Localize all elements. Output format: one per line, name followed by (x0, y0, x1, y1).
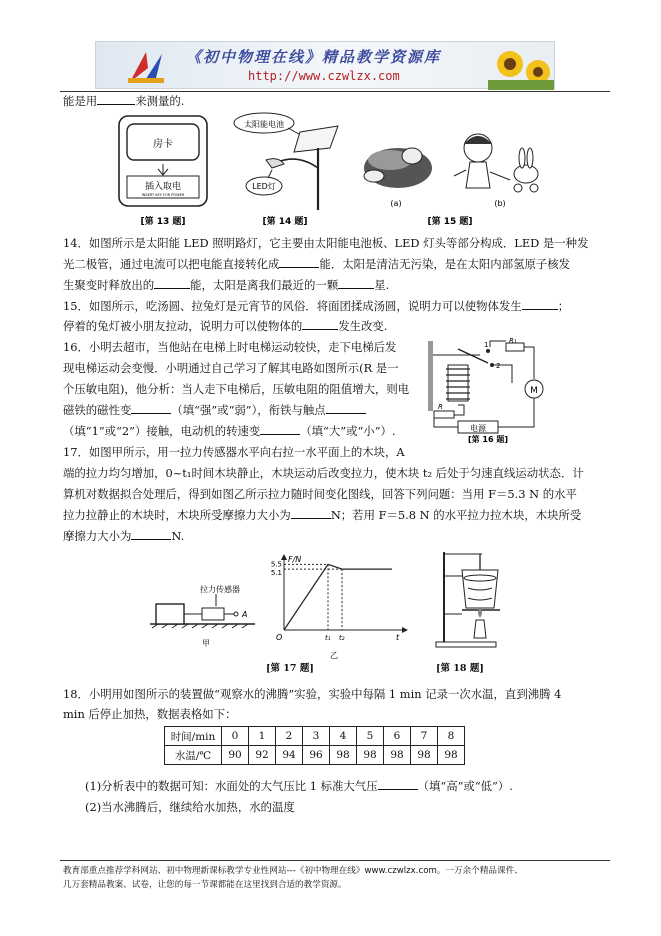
table-cell: 8 (438, 727, 465, 746)
sunflower-icon (488, 44, 554, 90)
table-row (165, 727, 465, 746)
q14-line-3: 生聚变时释放出的 能，太阳是离我们最近的一颗 星. (63, 278, 390, 292)
q17-line-3: 算机对数据拟合处理后，得到如图乙所示拉力随时间变化图线，回答下列问题：当用 F＝5.3 N 的水平 (63, 487, 577, 501)
q14-line-2: 光二极管，通过电流可以把电能直接转化成 能．太阳是清洁无污染，是在太阳内部氢原子核发 (63, 257, 571, 271)
table-cell: 2 (276, 727, 303, 746)
table-cell: 4 (330, 727, 357, 746)
origin-label: O (276, 633, 283, 642)
label-a: (a) (390, 199, 402, 208)
table-cell: 7 (411, 727, 438, 746)
footer-rule (60, 860, 610, 861)
contact-2-label: 2 (496, 362, 501, 370)
logo-icon (126, 48, 166, 86)
source-label: 电源 (470, 424, 486, 433)
q14-line-1: 14．如图所示是太阳能 LED 照明路灯，它主要由太阳能电池板、LED 灯头等部分构成．LED 是一种发 (63, 236, 589, 250)
slot-label: 插入取电 (144, 182, 182, 192)
r1-label: R₁ (509, 337, 517, 345)
slot-en-label: INSERT KEY FOR POWER (141, 193, 185, 197)
table-header-time: 时间/min (165, 727, 222, 746)
q16-line-2: 现电梯运动会变慢．小明通过自己学习了解其电路如图所示(R 是一 (63, 361, 399, 375)
q15-line-2: 停着的兔灯被小朋友拉动，说明力可以使物体的 发生改变. (63, 319, 388, 333)
figure-15 (350, 110, 550, 228)
q18-sub-1: (1)分析表中的数据可知：水面处的大气压比 1 标准大气压 （填“高”或“低”）. (85, 779, 513, 793)
label-b: (b) (494, 199, 506, 208)
q15-line-1: 15．如图所示，吃汤圆、拉兔灯是元宵节的风俗．将面团揉成汤圆，说明力可以使物体发生 ； (63, 299, 570, 313)
x-tick-label: t₂ (339, 634, 345, 642)
data-table (164, 726, 465, 765)
footer-line-1: 教育部重点推荐学科网站、初中物理新课标教学专业性网站---《初中物理在线》www.czwlzx.com。一万余个精品课件、 (63, 866, 523, 876)
caption-18: [第 18 题] (436, 663, 484, 674)
table-header-temp: 水温/℃ (165, 746, 222, 765)
y-tick-label: 5.5 (270, 560, 282, 569)
x-axis-label: t (396, 633, 400, 642)
y-tick-label: 5.1 (270, 569, 282, 578)
lamp-label: LED灯 (252, 182, 276, 191)
figure-14 (228, 110, 343, 228)
table-cell: 94 (276, 746, 303, 765)
q18-line-1: 18．小明用如图所示的装置做“观察水的沸腾”实验，实验中每隔 1 min 记录一次水温，直到沸腾 4 (63, 687, 562, 701)
table-cell: 3 (303, 727, 330, 746)
figure-17-chart (272, 552, 412, 658)
caption-16: [第 16 题] (467, 435, 509, 444)
motor-label: M (530, 386, 538, 396)
banner-title: 《初中物理在线》精品教学资源库 (186, 48, 442, 66)
table-row (165, 746, 465, 765)
q18-line-2: min 后停止加热，数据表格如下： (63, 707, 237, 721)
q17-line-4: 拉力拉静止的木块时，木块所受摩擦力大小为 N；若用 F＝5.8 N 的水平拉力拉木块，木块所受 (63, 508, 582, 522)
table-cell: 5 (357, 727, 384, 746)
caption-17: [第 17 题] (266, 663, 314, 674)
series-line (284, 564, 392, 630)
card-label: 房卡 (153, 139, 173, 150)
q16-line-5: （填“1”或“2”）接触，电动机的转速变 （填“大”或“小”）. (63, 424, 396, 438)
footer-line-2: 几万套精品教案、试卷，让您的每一节课都能在这里找到合适的教学资源。 (63, 880, 347, 890)
point-a-label: A (242, 610, 248, 619)
header-banner (95, 41, 555, 89)
y-axis-label: F/N (288, 555, 302, 564)
figure-16 (428, 335, 548, 443)
q17-line-1: 17．如图甲所示，用一拉力传感器水平向右拉一水平面上的木块，A (63, 445, 405, 459)
contact-1-label: 1 (484, 341, 489, 349)
q16-line-1: 16．小明去超市，当他站在电梯上时电梯运动较快，走下电梯后发 (63, 340, 397, 354)
header-rule (60, 91, 610, 92)
table-cell: 98 (438, 746, 465, 765)
caption-14: [第 14 题] (262, 217, 308, 227)
jia-label: 甲 (202, 639, 210, 648)
q16-line-3: 个压敏电阻)，他分析：当人走下电梯后，压敏电阻的阻值增大，则电 (63, 382, 410, 396)
figure-18 (432, 548, 512, 652)
text-line: 能是用 来测量的. (63, 94, 185, 108)
r-label: R (438, 403, 443, 411)
table-cell: 96 (303, 746, 330, 765)
sensor-label: 拉力传感器 (200, 585, 240, 594)
q17-line-2: 端的拉力均匀增加，0~t₁时间木块静止，木块运动后改变拉力，使木块 t₂ 后处于匀速直线运动状态．计 (63, 466, 584, 480)
q16-line-4: 磁铁的磁性变 （填“强”或“弱”），衔铁与触点 (63, 402, 366, 418)
caption-15: [第 15 题] (427, 217, 473, 227)
table-cell: 90 (222, 746, 249, 765)
q18-sub-2: (2)当水沸腾后，继续给水加热，水的温度 (85, 800, 295, 814)
panel-label: 太阳能电池 (244, 120, 284, 129)
table-cell: 1 (249, 727, 276, 746)
q17-line-5: 摩擦力大小为 N. (63, 529, 185, 543)
table-cell: 98 (357, 746, 384, 765)
table-cell: 98 (411, 746, 438, 765)
table-cell: 92 (249, 746, 276, 765)
banner-url[interactable]: http://www.czwlzx.com (248, 69, 400, 83)
figure-13 (113, 110, 213, 228)
x-tick-label: t₁ (325, 634, 331, 642)
figure-17-jia (150, 570, 270, 650)
table-cell: 6 (384, 727, 411, 746)
table-cell: 98 (330, 746, 357, 765)
caption-13: [第 13 题] (140, 217, 186, 227)
yi-label: 乙 (330, 651, 338, 660)
table-cell: 98 (384, 746, 411, 765)
table-cell: 0 (222, 727, 249, 746)
